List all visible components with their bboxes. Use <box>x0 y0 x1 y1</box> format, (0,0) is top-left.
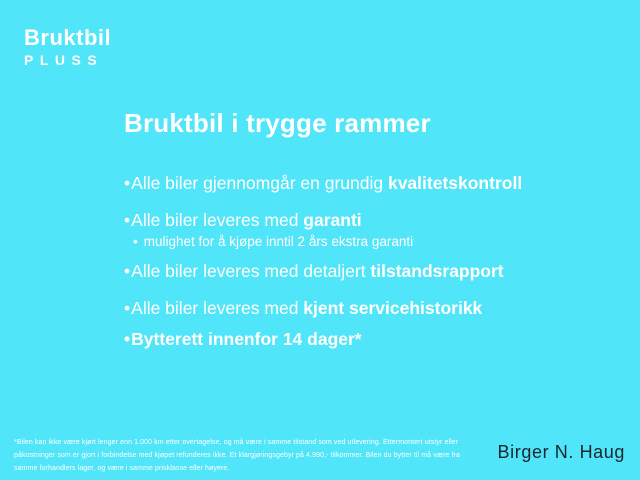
bullet-garanti <box>124 210 624 230</box>
disclaimer-fine-print <box>14 436 494 475</box>
bullet-icon: • <box>124 261 131 281</box>
bullet-text: Alle biler leveres med detaljert <box>131 261 371 281</box>
bullet-text-bold: Bytterett innenfor 14 dager* <box>131 329 362 349</box>
bullet-text-bold: garanti <box>303 210 362 230</box>
bullet-text-bold: kvalitetskontroll <box>387 173 523 193</box>
bullet-servicehistorikk <box>124 298 624 318</box>
bullet-kvalitetskontroll <box>124 173 624 193</box>
birger-n-haug-wordmark: Birger N. Haug <box>497 442 625 462</box>
bullet-tilstandsrapport <box>124 261 624 281</box>
disclaimer-line: påkostninger som er gjort i forbindelse med kjøpet refunderes ikke. Et klargjøringsgebyr på 4.990,- tilkommer. Bilen du bytter til må være fra <box>14 452 461 459</box>
bullet-icon: • <box>124 173 131 193</box>
bullet-bytterett <box>124 329 624 349</box>
disclaimer-line: *Bilen kan ikke være kjørt lenger enn 1.000 km etter overtagelse, og må være i samme tilstand som ved utlevering. Ettermontert utstyr eller <box>14 439 459 446</box>
bullet-text-bold: kjent servicehistorikk <box>303 298 483 318</box>
bullet-icon: • <box>124 210 131 230</box>
logo-wordmark: Bruktbil <box>24 25 112 50</box>
bullet-text: mulighet for å kjøpe inntil 2 års ekstra garanti <box>143 234 414 249</box>
bullet-icon: • <box>124 329 131 349</box>
bullet-text-bold: tilstandsrapport <box>370 261 504 281</box>
bullet-icon: • <box>124 298 131 318</box>
bullet-text: Alle biler leveres med <box>131 210 304 230</box>
sub-bullet-ekstra-garanti <box>133 234 624 250</box>
bullet-text: Alle biler gjennomgår en grundig <box>131 173 388 193</box>
bruktbil-pluss-logo <box>24 27 111 67</box>
disclaimer-line: samme forhandlers lager, og være i samme prisklasse eller høyere. <box>14 465 230 472</box>
page-title: Bruktbil i trygge rammer <box>124 108 431 138</box>
logo-subtitle: PLUSS <box>24 52 104 68</box>
bullet-icon: • <box>133 234 138 249</box>
main-content <box>124 108 624 349</box>
bullet-text: Alle biler leveres med <box>131 298 304 318</box>
